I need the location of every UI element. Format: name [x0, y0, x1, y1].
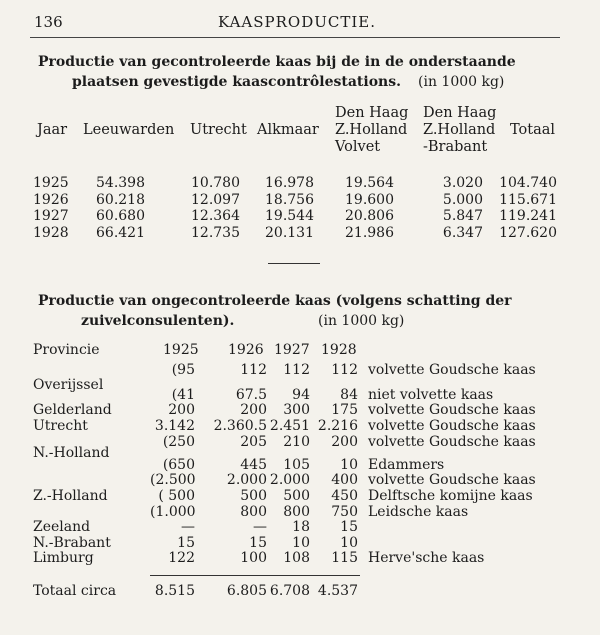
section2-cell-1927: 108	[283, 550, 310, 566]
section2-cell-1928: 112	[331, 362, 358, 378]
section1-cell-utrecht: 12.364	[191, 208, 240, 224]
section2-title-line1: Productie van ongecontroleerde kaas (volgens schatting der	[38, 293, 512, 309]
header-1926: 1926	[228, 342, 264, 358]
section1-title-line1: Productie van gecontroleerde kaas bij de in de onderstaande	[38, 54, 516, 70]
header-denhaag-brabant: Den Haag Z.Holland -Brabant	[423, 105, 497, 155]
section2-cell-kind: volvette Goudsche kaas	[368, 418, 536, 434]
section1-cell-denhaag-brabant: 3.020	[442, 175, 483, 191]
section2-cell-kind: volvette Goudsche kaas	[368, 472, 536, 488]
section2-cell-provincie: N.-Brabant	[33, 535, 111, 551]
header-leeuwarden: Leeuwarden	[83, 122, 175, 138]
total-1928: 4.537	[317, 583, 358, 599]
section2-cell-1927: 112	[283, 362, 310, 378]
section2-cell-1928: 2.216	[317, 418, 358, 434]
section2-cell-1925: (2.500	[150, 472, 196, 488]
section2-cell-1925: (1.000	[150, 504, 196, 520]
section2-cell-1925: 3.142	[154, 418, 195, 434]
section2-title-unit: (in 1000 kg)	[318, 313, 405, 329]
section2-cell-1926: 67.5	[235, 387, 267, 403]
section-divider	[268, 263, 320, 264]
section1-cell-alkmaar: 18.756	[265, 191, 314, 208]
running-title: KAASPRODUCTIE.	[218, 13, 377, 31]
total-rule	[150, 575, 360, 576]
section2-cell-provincie: Z.-Holland	[33, 488, 108, 504]
section1-cell-year: 1928	[33, 224, 69, 241]
section1-cell-alkmaar: 19.544	[265, 208, 314, 224]
section2-cell-1926: 100	[240, 550, 267, 566]
total-1926: 6.805	[226, 583, 267, 599]
section2-cell-1925: 200	[168, 402, 195, 418]
section2-cell-kind: Leidsche kaas	[368, 504, 469, 520]
page-number: 136	[34, 13, 63, 31]
section2-cell-provincie: N.-Holland	[33, 445, 110, 461]
header-denhaag-volvet: Den Haag Z.Holland Volvet	[335, 105, 409, 155]
section2-cell-1925: (41	[171, 387, 195, 403]
section1-cell-totaal: 127.620	[499, 224, 557, 241]
section2-cell-1927: 2.451	[269, 418, 310, 434]
section2-cell-1926: 2.000	[226, 472, 267, 488]
header-provincie: Provincie	[33, 342, 100, 358]
section1-cell-denhaag-brabant: 5.847	[442, 208, 483, 224]
section1-cell-totaal: 115.671	[499, 191, 557, 208]
section2-cell-1926: 445	[240, 457, 267, 473]
section2-cell-provincie: Limburg	[33, 550, 94, 566]
section1-cell-leeuwarden: 54.398	[96, 175, 145, 191]
section2-cell-1925: 15	[177, 535, 195, 551]
section2-cell-1926: 500	[240, 488, 267, 504]
section2-cell-1925: ( 500	[158, 488, 195, 504]
section2-cell-1928: 175	[331, 402, 358, 418]
section2-cell-1928: 15	[340, 519, 358, 535]
total-1927: 6.708	[269, 583, 310, 599]
section2-title-line2: zuivelconsulenten).	[81, 313, 235, 329]
section2-cell-1926: 2.360.5	[213, 418, 267, 434]
total-label: Totaal circa	[33, 583, 117, 599]
section1-cell-alkmaar: 16.978	[265, 175, 314, 191]
section2-cell-1927: 500	[283, 488, 310, 504]
section2-cell-1928: 84	[340, 387, 358, 403]
section2-cell-kind: volvette Goudsche kaas	[368, 362, 536, 378]
header-rule	[30, 37, 560, 38]
section2-cell-1925: (250	[162, 434, 195, 450]
section2-cell-1926: —	[253, 519, 267, 535]
section1-cell-leeuwarden: 60.218	[96, 191, 145, 208]
header-1925: 1925	[163, 342, 199, 358]
section1-cell-year: 1925	[33, 175, 69, 191]
section2-cell-1928: 750	[331, 504, 358, 520]
section2-cell-kind: Herve'sche kaas	[368, 550, 485, 566]
section2-cell-1927: 94	[292, 387, 310, 403]
section1-cell-utrecht: 12.097	[191, 191, 240, 208]
section2-cell-1927: 18	[292, 519, 310, 535]
section1-cell-denhaag-brabant: 6.347	[442, 224, 483, 241]
header-1927: 1927	[274, 342, 310, 358]
section2-cell-provincie: Zeeland	[33, 519, 91, 535]
section2-cell-1927: 800	[283, 504, 310, 520]
section2-cell-1927: 105	[283, 457, 310, 473]
section2-cell-1926: 112	[240, 362, 267, 378]
section2-cell-1927: 10	[292, 535, 310, 551]
header-jaar: Jaar	[37, 122, 68, 138]
section2-cell-1926: 15	[249, 535, 267, 551]
section2-cell-1926: 800	[240, 504, 267, 520]
section2-cell-1927: 210	[283, 434, 310, 450]
section1-cell-leeuwarden: 60.680	[96, 208, 145, 224]
section1-cell-totaal: 119.241	[499, 208, 557, 224]
section1-cell-year: 1927	[33, 208, 69, 224]
section1-title-line2: plaatsen gevestigde kaascontrôlestations.	[72, 74, 401, 90]
section2-cell-1925: (95	[171, 362, 195, 378]
section2-cell-1928: 450	[331, 488, 358, 504]
header-utrecht: Utrecht	[190, 122, 247, 138]
section2-cell-1928: 10	[340, 457, 358, 473]
header-1928: 1928	[321, 342, 357, 358]
section2-cell-1928: 10	[340, 535, 358, 551]
section1-cell-denhaag-volvet: 21.986	[345, 224, 394, 241]
section2-cell-1928: 200	[331, 434, 358, 450]
section1-cell-denhaag-volvet: 19.564	[345, 175, 394, 191]
section2-cell-1928: 115	[331, 550, 358, 566]
section1-cell-denhaag-volvet: 19.600	[345, 191, 394, 208]
section2-cell-kind: volvette Goudsche kaas	[368, 402, 536, 418]
section2-cell-provincie: Overijssel	[33, 377, 104, 393]
section1-cell-leeuwarden: 66.421	[96, 224, 145, 241]
section2-cell-kind: volvette Goudsche kaas	[368, 434, 536, 450]
section2-cell-kind: Delftsche komijne kaas	[368, 488, 533, 504]
total-1925: 8.515	[154, 583, 195, 599]
section1-cell-totaal: 104.740	[499, 175, 557, 191]
section1-cell-alkmaar: 20.131	[265, 224, 314, 241]
section2-cell-1925: 122	[168, 550, 195, 566]
section2-cell-1928: 400	[331, 472, 358, 488]
section2-cell-provincie: Gelderland	[33, 402, 112, 418]
section2-cell-1926: 200	[240, 402, 267, 418]
section1-cell-denhaag-brabant: 5.000	[442, 191, 483, 208]
header-alkmaar: Alkmaar	[257, 122, 319, 138]
section2-cell-1925: (650	[162, 457, 195, 473]
section2-cell-kind: niet volvette kaas	[368, 387, 494, 403]
section2-cell-1927: 2.000	[269, 472, 310, 488]
section2-cell-1925: —	[181, 519, 195, 535]
section1-title-unit: (in 1000 kg)	[418, 74, 505, 90]
section2-cell-provincie: Utrecht	[33, 418, 88, 434]
section1-cell-utrecht: 10.780	[191, 175, 240, 191]
section1-cell-utrecht: 12.735	[191, 224, 240, 241]
section1-cell-year: 1926	[33, 191, 69, 208]
section2-cell-kind: Edammers	[368, 457, 445, 473]
section2-cell-1926: 205	[240, 434, 267, 450]
section1-cell-denhaag-volvet: 20.806	[345, 208, 394, 224]
section2-cell-1927: 300	[283, 402, 310, 418]
header-totaal: Totaal	[510, 122, 556, 138]
